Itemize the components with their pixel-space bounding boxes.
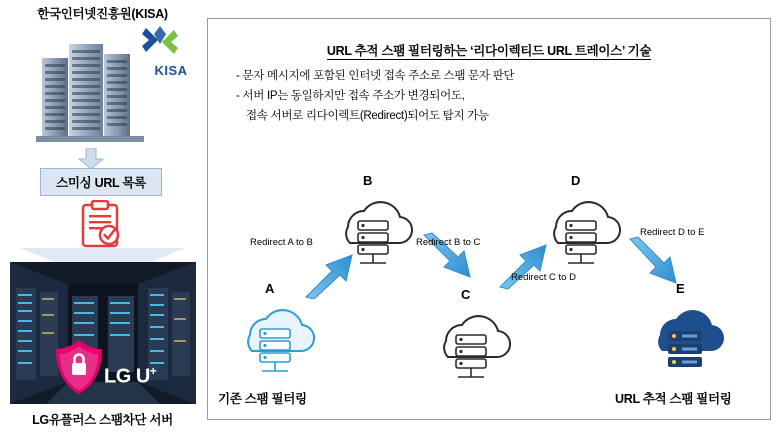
technique-panel: [207, 18, 771, 420]
smishing-url-list-box: 스미싱 URL 목록: [40, 168, 162, 196]
lg-security-shield-icon: [52, 338, 106, 396]
node-e-cloud-server: [638, 297, 730, 383]
node-e-caption: URL 추적 스팸 필터링: [615, 392, 732, 406]
panel-bullets: [236, 67, 746, 126]
node-label-a: A: [265, 281, 275, 296]
kisa-logo: [140, 26, 202, 84]
lg-uplus-wordmark: [104, 364, 156, 389]
node-label-b: B: [363, 173, 373, 188]
lg-uplus-sup: +: [149, 364, 157, 378]
flow-arrow-down-to-url-list: [78, 148, 104, 170]
kisa-logo-text: KISA: [154, 63, 188, 78]
node-a-cloud-server: [228, 297, 320, 383]
edge-label-c-to-d: Redirect C to D: [511, 272, 576, 283]
node-a-caption: 기존 스팸 필터링: [218, 392, 307, 406]
node-label-d: D: [571, 173, 581, 188]
edge-label-a-to-b: Redirect A to B: [250, 237, 313, 248]
bullet-2: - 서버 IP는 동일하지만 접속 주소가 변경되어도,: [236, 89, 465, 102]
node-label-e: E: [676, 281, 685, 296]
panel-title-text: URL 추적 스팸 필터링하는 ‘리다이렉티드 URL 트레이스’ 기술: [326, 44, 652, 58]
lg-uplus-label: LG U: [104, 365, 150, 388]
edge-label-d-to-e: Redirect D to E: [640, 227, 705, 238]
left-column: [0, 0, 205, 435]
node-b-cloud-server: [326, 189, 418, 275]
kisa-logo-mark: [140, 26, 202, 62]
node-d-cloud-server: [534, 189, 626, 275]
kisa-server-illustration: [36, 30, 144, 145]
node-label-c: C: [461, 287, 471, 302]
bullet-3: 접속 서버로 리다이렉트(Redirect)되어도 탐지 가능: [246, 109, 489, 122]
panel-title: [208, 41, 770, 59]
kisa-title: 한국인터넷진흥원(KISA): [37, 7, 168, 21]
bullet-1: - 문자 메시지에 포함된 인터넷 접속 주소로 스팸 문자 판단: [236, 70, 515, 82]
edge-label-b-to-c: Redirect B to C: [416, 237, 481, 248]
clipboard-check-icon: [78, 200, 122, 248]
node-c-cloud-server: [424, 303, 516, 389]
lg-server-caption: LG유플러스 스팸차단 서버: [32, 413, 173, 427]
